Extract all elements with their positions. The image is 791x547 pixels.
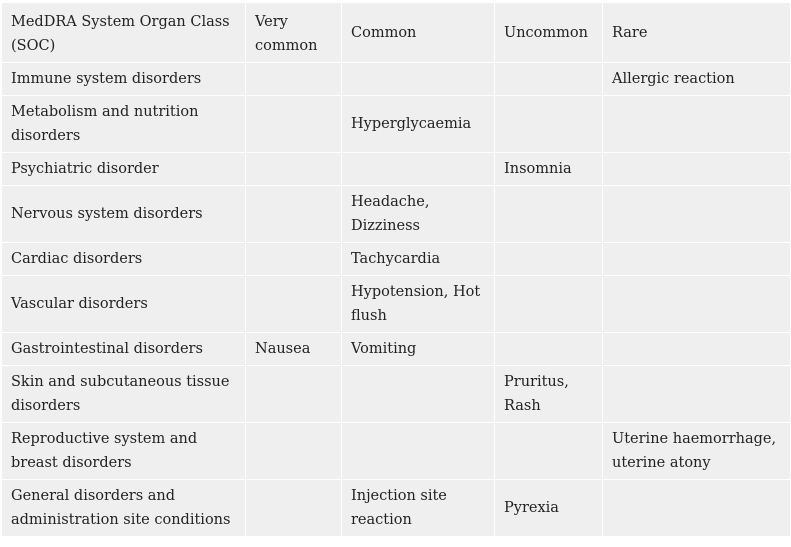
- cell-common: [342, 423, 495, 480]
- table-row: [2, 276, 791, 333]
- table-row: [2, 366, 791, 423]
- cell-soc: Skin and subcutaneous tissue disorders: [2, 366, 246, 423]
- table-row: [2, 186, 791, 243]
- cell-soc: Nervous system disorders: [2, 186, 246, 243]
- cell-rare: [603, 366, 791, 423]
- header-very-common: Very common: [246, 3, 342, 63]
- cell-very-common: [246, 153, 342, 186]
- cell-common: Injection site reaction: [342, 480, 495, 537]
- cell-very-common: [246, 186, 342, 243]
- cell-uncommon: [495, 333, 603, 366]
- table-row: [2, 243, 791, 276]
- cell-uncommon: Pruritus, Rash: [495, 366, 603, 423]
- header-rare: Rare: [603, 3, 791, 63]
- cell-common: Hyperglycaemia: [342, 96, 495, 153]
- cell-very-common: [246, 96, 342, 153]
- cell-rare: [603, 243, 791, 276]
- cell-very-common: Nausea: [246, 333, 342, 366]
- cell-common: [342, 153, 495, 186]
- table-row: [2, 153, 791, 186]
- cell-rare: Allergic reaction: [603, 63, 791, 96]
- cell-rare: [603, 276, 791, 333]
- cell-rare: [603, 153, 791, 186]
- cell-soc: Metabolism and nutrition disorders: [2, 96, 246, 153]
- cell-common: [342, 63, 495, 96]
- header-common: Common: [342, 3, 495, 63]
- cell-soc: Vascular disorders: [2, 276, 246, 333]
- header-soc: MedDRA System Organ Class (SOC): [2, 3, 246, 63]
- cell-uncommon: [495, 96, 603, 153]
- cell-rare: [603, 186, 791, 243]
- cell-very-common: [246, 423, 342, 480]
- adverse-reactions-table-container: [1, 2, 790, 537]
- cell-rare: [603, 480, 791, 537]
- cell-soc: General disorders and administration site conditions: [2, 480, 246, 537]
- cell-rare: [603, 96, 791, 153]
- cell-uncommon: Pyrexia: [495, 480, 603, 537]
- cell-uncommon: Insomnia: [495, 153, 603, 186]
- table-row: [2, 480, 791, 537]
- cell-common: Tachycardia: [342, 243, 495, 276]
- table-header-row: [2, 3, 791, 63]
- cell-common: [342, 366, 495, 423]
- cell-rare: [603, 333, 791, 366]
- cell-common: Vomiting: [342, 333, 495, 366]
- table-row: [2, 96, 791, 153]
- cell-very-common: [246, 480, 342, 537]
- cell-very-common: [246, 276, 342, 333]
- cell-rare: Uterine haemorrhage, uterine atony: [603, 423, 791, 480]
- header-uncommon: Uncommon: [495, 3, 603, 63]
- table-row: [2, 423, 791, 480]
- cell-very-common: [246, 243, 342, 276]
- cell-very-common: [246, 63, 342, 96]
- cell-uncommon: [495, 63, 603, 96]
- cell-very-common: [246, 366, 342, 423]
- cell-common: Headache, Dizziness: [342, 186, 495, 243]
- cell-soc: Gastrointestinal disorders: [2, 333, 246, 366]
- cell-soc: Cardiac disorders: [2, 243, 246, 276]
- cell-uncommon: [495, 243, 603, 276]
- table-row: [2, 63, 791, 96]
- cell-uncommon: [495, 186, 603, 243]
- cell-soc: Immune system disorders: [2, 63, 246, 96]
- cell-common: Hypotension, Hot flush: [342, 276, 495, 333]
- table-row: [2, 333, 791, 366]
- cell-uncommon: [495, 423, 603, 480]
- adverse-reactions-table: [1, 2, 791, 537]
- cell-soc: Psychiatric disorder: [2, 153, 246, 186]
- cell-soc: Reproductive system and breast disorders: [2, 423, 246, 480]
- cell-uncommon: [495, 276, 603, 333]
